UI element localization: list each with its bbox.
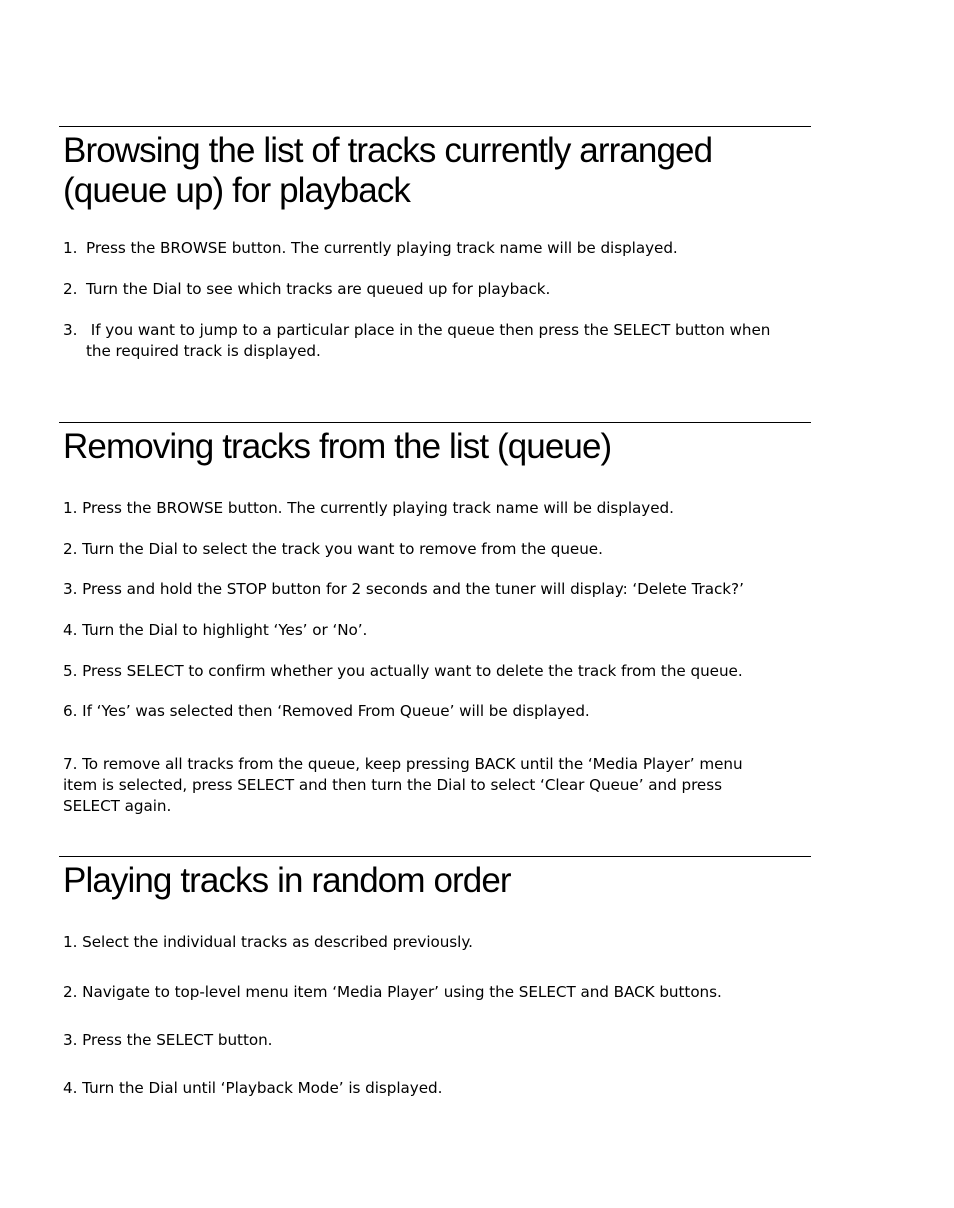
step-text-continued: SELECT again.	[63, 797, 172, 815]
step-text-continued: the required track is displayed.	[86, 342, 321, 360]
section-removing-tracks	[59, 422, 811, 467]
list-item	[63, 238, 678, 259]
heading-line: Browsing the list of tracks currently arranged	[63, 131, 713, 170]
step-text: Turn the Dial to see which tracks are queued up for playback.	[86, 280, 551, 298]
list-item: 1. Press the BROWSE button. The currently playing track name will be displayed.	[63, 499, 674, 517]
section-divider	[59, 856, 811, 857]
step-text-continued: item is selected, press SELECT and then turn the Dial to select ‘Clear Queue’ and press	[63, 776, 722, 794]
list-item	[63, 320, 770, 362]
step-number: 2.	[63, 280, 78, 298]
list-item: 6. If ‘Yes’ was selected then ‘Removed From Queue’ will be displayed.	[63, 702, 590, 720]
heading-line: (queue up) for playback	[63, 171, 411, 210]
list-item: 4. Turn the Dial until ‘Playback Mode’ is displayed.	[63, 1079, 443, 1097]
section-browsing-queue	[59, 126, 811, 211]
list-item: 1. Select the individual tracks as described previously.	[63, 933, 473, 951]
list-item	[63, 754, 743, 817]
step-text: Press the BROWSE button. The currently playing track name will be displayed.	[86, 239, 678, 257]
list-item	[63, 279, 550, 300]
list-item: 4. Turn the Dial to highlight ‘Yes’ or ‘No’.	[63, 621, 368, 639]
list-item: 5. Press SELECT to confirm whether you actually want to delete the track from the queue.	[63, 662, 743, 680]
list-item: 3. Press the SELECT button.	[63, 1031, 273, 1049]
section-heading: Playing tracks in random order	[63, 861, 511, 900]
list-item: 2. Turn the Dial to select the track you want to remove from the queue.	[63, 540, 603, 558]
list-item: 3. Press and hold the STOP button for 2 seconds and the tuner will display: ‘Delete Track?’	[63, 580, 744, 598]
section-heading: Removing tracks from the list (queue)	[63, 427, 612, 466]
step-number: 3.	[63, 321, 78, 339]
step-text: 7. To remove all tracks from the queue, keep pressing BACK until the ‘Media Player’ menu	[63, 755, 743, 773]
list-item: 2. Navigate to top-level menu item ‘Media Player’ using the SELECT and BACK buttons.	[63, 983, 722, 1001]
section-random-order	[59, 856, 811, 901]
section-divider	[59, 422, 811, 423]
step-number: 1.	[63, 239, 78, 257]
section-heading	[59, 131, 811, 211]
section-divider	[59, 126, 811, 127]
step-text: If you want to jump to a particular place in the queue then press the SELECT button when	[86, 321, 771, 339]
